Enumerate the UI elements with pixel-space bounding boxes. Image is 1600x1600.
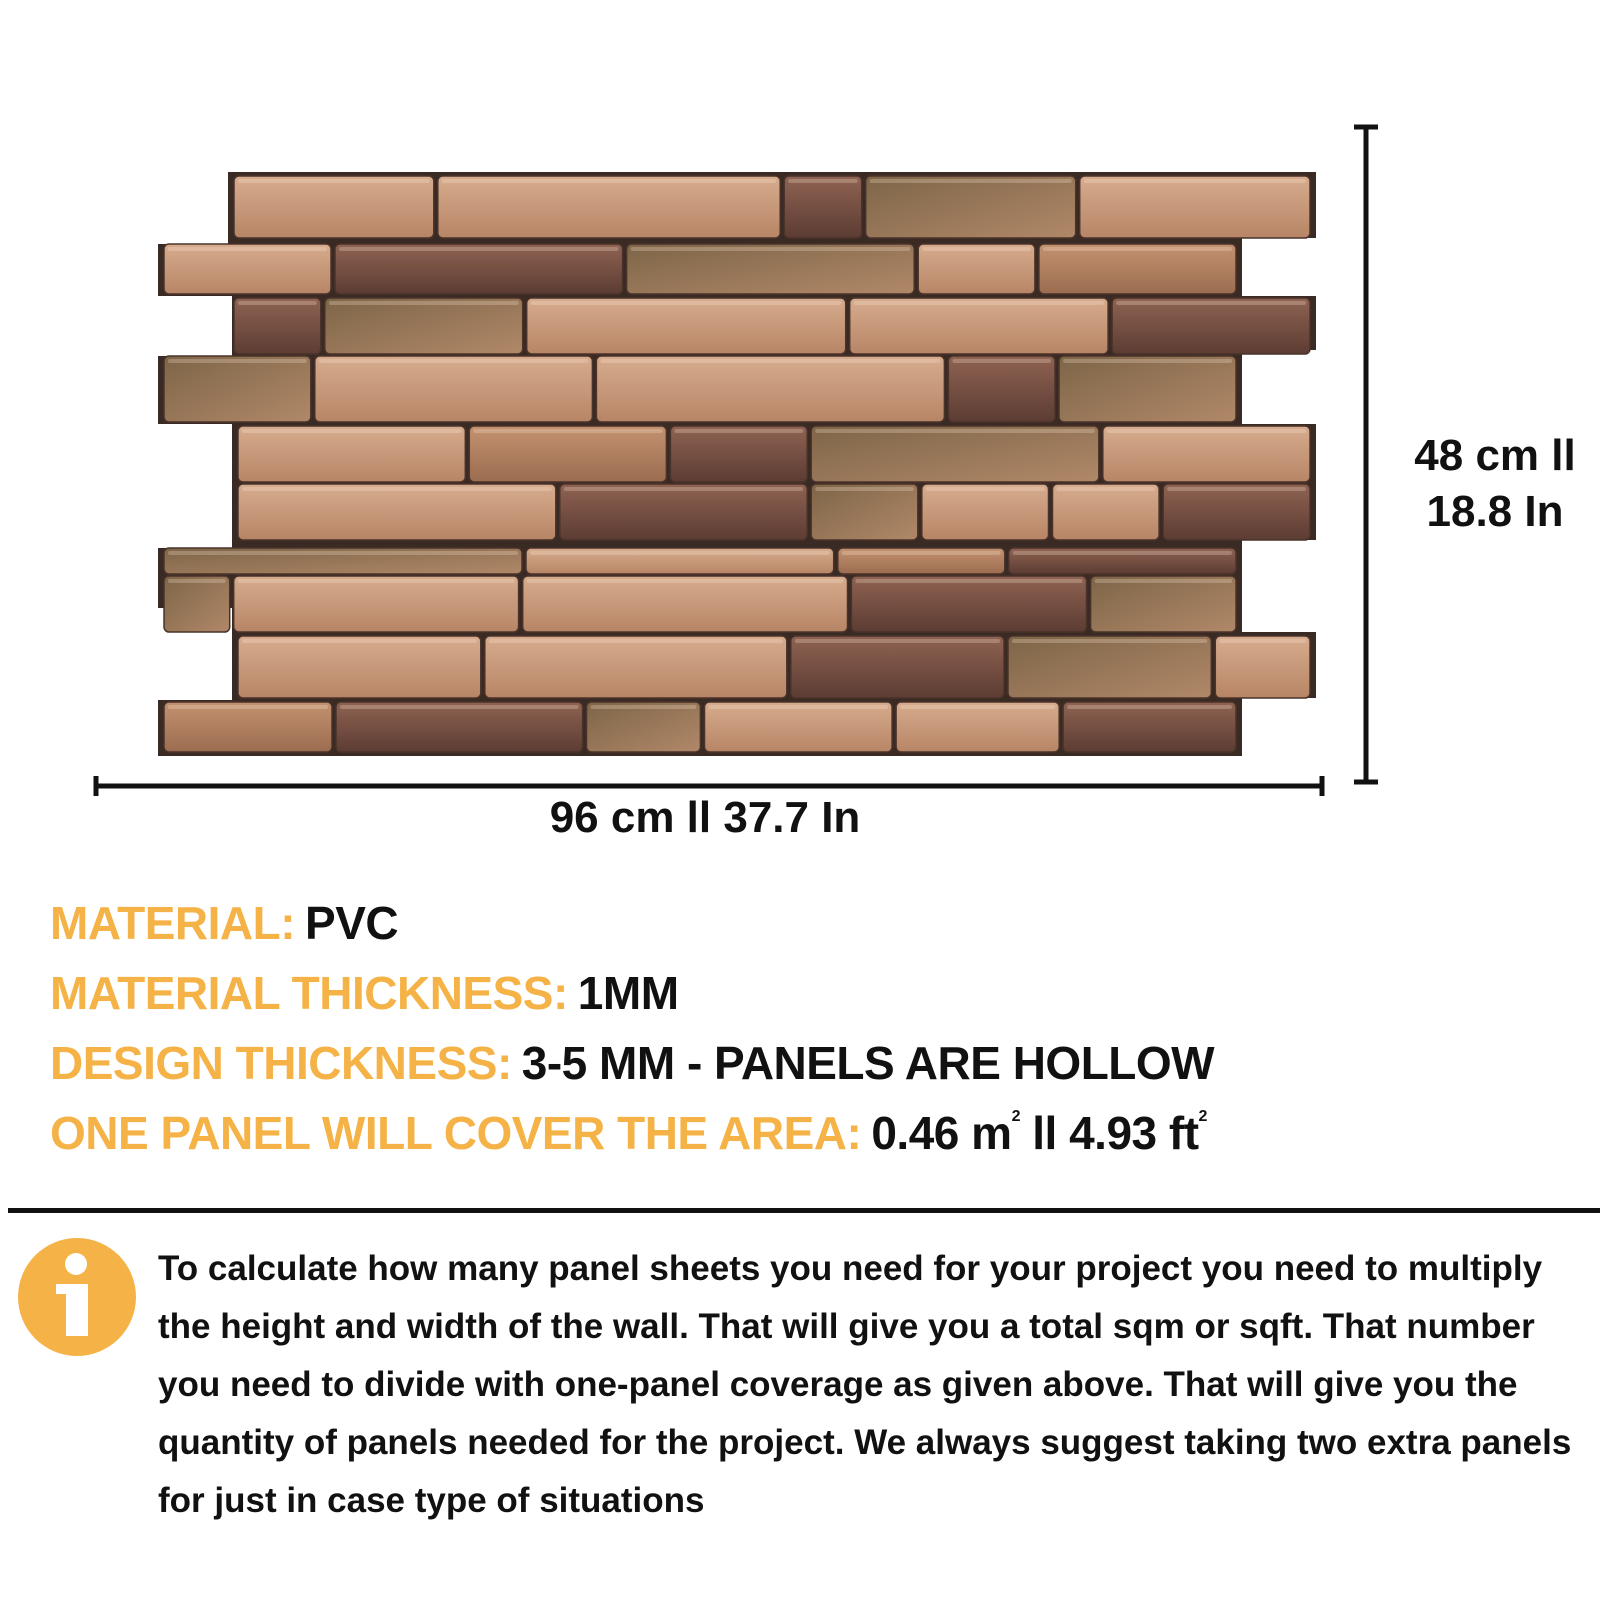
stone-highlight [854,301,1104,305]
stone-highlight [631,247,911,251]
stone-block [438,176,780,238]
stone-block [918,244,1035,294]
stone-block [948,356,1055,422]
stone-highlight [1013,551,1232,555]
stone-highlight [319,359,589,363]
stone-block [238,426,465,482]
stone-highlight [527,579,844,583]
stone-highlight [242,639,477,643]
spec-coverage-value [871,1107,1207,1159]
stone-block [234,298,321,354]
stone-block [469,426,666,482]
width-dimension-label: 96 cm ll 37.7 In [549,793,861,842]
stone-highlight [489,639,783,643]
stone-block [627,244,915,294]
stone-highlight [855,579,1082,583]
info-text: To calculate how many panel sheets you need for your project you need to multiply the height and width of the wall. That will give you a total sqm or sqft. That number you need to divide with one-panel coverage as given above. That will give you the quantity of panels needed for the project. We always suggest taking two extra panels for just in case type of situations [158,1249,1572,1520]
stone-block [866,176,1076,238]
stone-block [670,426,807,482]
stone-highlight [168,705,328,709]
stone-block [1053,484,1160,540]
spec-material-label: MATERIAL: [50,897,296,949]
stone-panel-body [158,172,1316,756]
stone-highlight [442,179,776,183]
stone-block [560,484,807,540]
stone-highlight [952,359,1051,363]
stone-highlight [531,301,842,305]
stone-highlight [339,247,619,251]
stone-highlight [674,429,803,433]
stone-block [336,702,583,752]
stone-block [705,702,893,752]
stone-block [164,244,331,294]
stone-block [315,356,593,422]
stone-highlight [1012,639,1207,643]
stone-block [1215,636,1310,698]
stone-block [238,636,481,698]
stone-highlight [926,487,1045,491]
stone-block [234,176,434,238]
stone-highlight [1116,301,1306,305]
spec-list [50,888,1214,1168]
stone-block [1163,484,1310,540]
coverage-imperial: 4.93 ft [1069,1107,1199,1159]
stone-highlight [600,359,940,363]
stone-highlight [795,639,1000,643]
stone-highlight [1219,639,1306,643]
stone-highlight [842,551,1001,555]
spec-coverage-label: ONE PANEL WILL COVER THE AREA: [50,1107,862,1159]
spec-material [50,888,1214,958]
stone-highlight [168,247,327,251]
stone-block [1059,356,1236,422]
spec-material-thickness-value: 1MM [577,967,679,1019]
stone-block [791,636,1004,698]
stone-block [234,576,519,632]
stone-block [922,484,1049,540]
stone-highlight [242,429,461,433]
stone-highlight [242,487,552,491]
spec-material-value: PVC [305,897,399,949]
stone-highlight [922,247,1031,251]
stone-highlight [591,705,697,709]
stone-block [811,484,918,540]
stone-highlight [709,705,889,709]
stone-block [238,484,556,540]
stone-highlight [329,301,519,305]
stone-block [335,244,623,294]
stone-highlight [238,579,515,583]
spec-design-thickness-label: DESIGN THICKNESS: [50,1037,512,1089]
coverage-metric-sup: 2 [1011,1108,1020,1125]
stone-highlight [168,579,226,583]
stone-block [1112,298,1310,354]
stone-highlight [1095,579,1232,583]
coverage-separator: ll [1019,1107,1070,1159]
stone-block [896,702,1059,752]
stone-highlight [340,705,579,709]
stone-highlight [564,487,803,491]
spec-design-thickness-value: 3-5 MM - PANELS ARE HOLLOW [521,1037,1215,1089]
stone-block [523,576,848,632]
stone-block [587,702,701,752]
stone-highlight [168,551,518,555]
stone-highlight [788,179,858,183]
coverage-imperial-sup: 2 [1198,1108,1207,1125]
stone-highlight [815,487,914,491]
height-dimension-line [1354,127,1378,782]
stone-highlight [238,179,430,183]
stone-block [164,356,311,422]
stone-highlight [815,429,1095,433]
stone-block [325,298,523,354]
stone-block [851,576,1086,632]
stone-block [527,298,846,354]
stone-highlight [530,551,830,555]
stone-highlight [1057,487,1156,491]
stone-block [485,636,787,698]
stone-highlight [1167,487,1306,491]
stone-block [1063,702,1236,752]
stone-block [1080,176,1310,238]
stone-highlight [168,359,307,363]
spec-material-thickness-label: MATERIAL THICKNESS: [50,967,568,1019]
spec-coverage [50,1098,1214,1168]
coverage-metric: 0.46 m [871,1107,1012,1159]
stone-block [784,176,862,238]
stone-highlight [1063,359,1232,363]
stone-block [1103,426,1310,482]
stone-highlight [473,429,662,433]
spec-material-thickness [50,958,1214,1028]
height-dimension-label [1390,428,1600,540]
stone-highlight [870,179,1072,183]
stone-highlight [1067,705,1232,709]
height-dimension-line2: 18.8 In [1426,487,1564,536]
stone-block [1039,244,1236,294]
height-dimension-line1: 48 cm ll [1414,431,1576,480]
stone-highlight [238,301,317,305]
stone-highlight [1084,179,1306,183]
stone-highlight [900,705,1055,709]
stone-highlight [1107,429,1306,433]
stone-block [850,298,1108,354]
stone-block [164,702,332,752]
stone-block [811,426,1099,482]
spec-design-thickness [50,1028,1214,1098]
info-icon [18,1238,136,1356]
stone-block [164,576,230,632]
stone-block [596,356,944,422]
stone-block [1008,636,1211,698]
stone-highlight [1043,247,1232,251]
stone-block [1091,576,1236,632]
section-divider [8,1208,1600,1213]
